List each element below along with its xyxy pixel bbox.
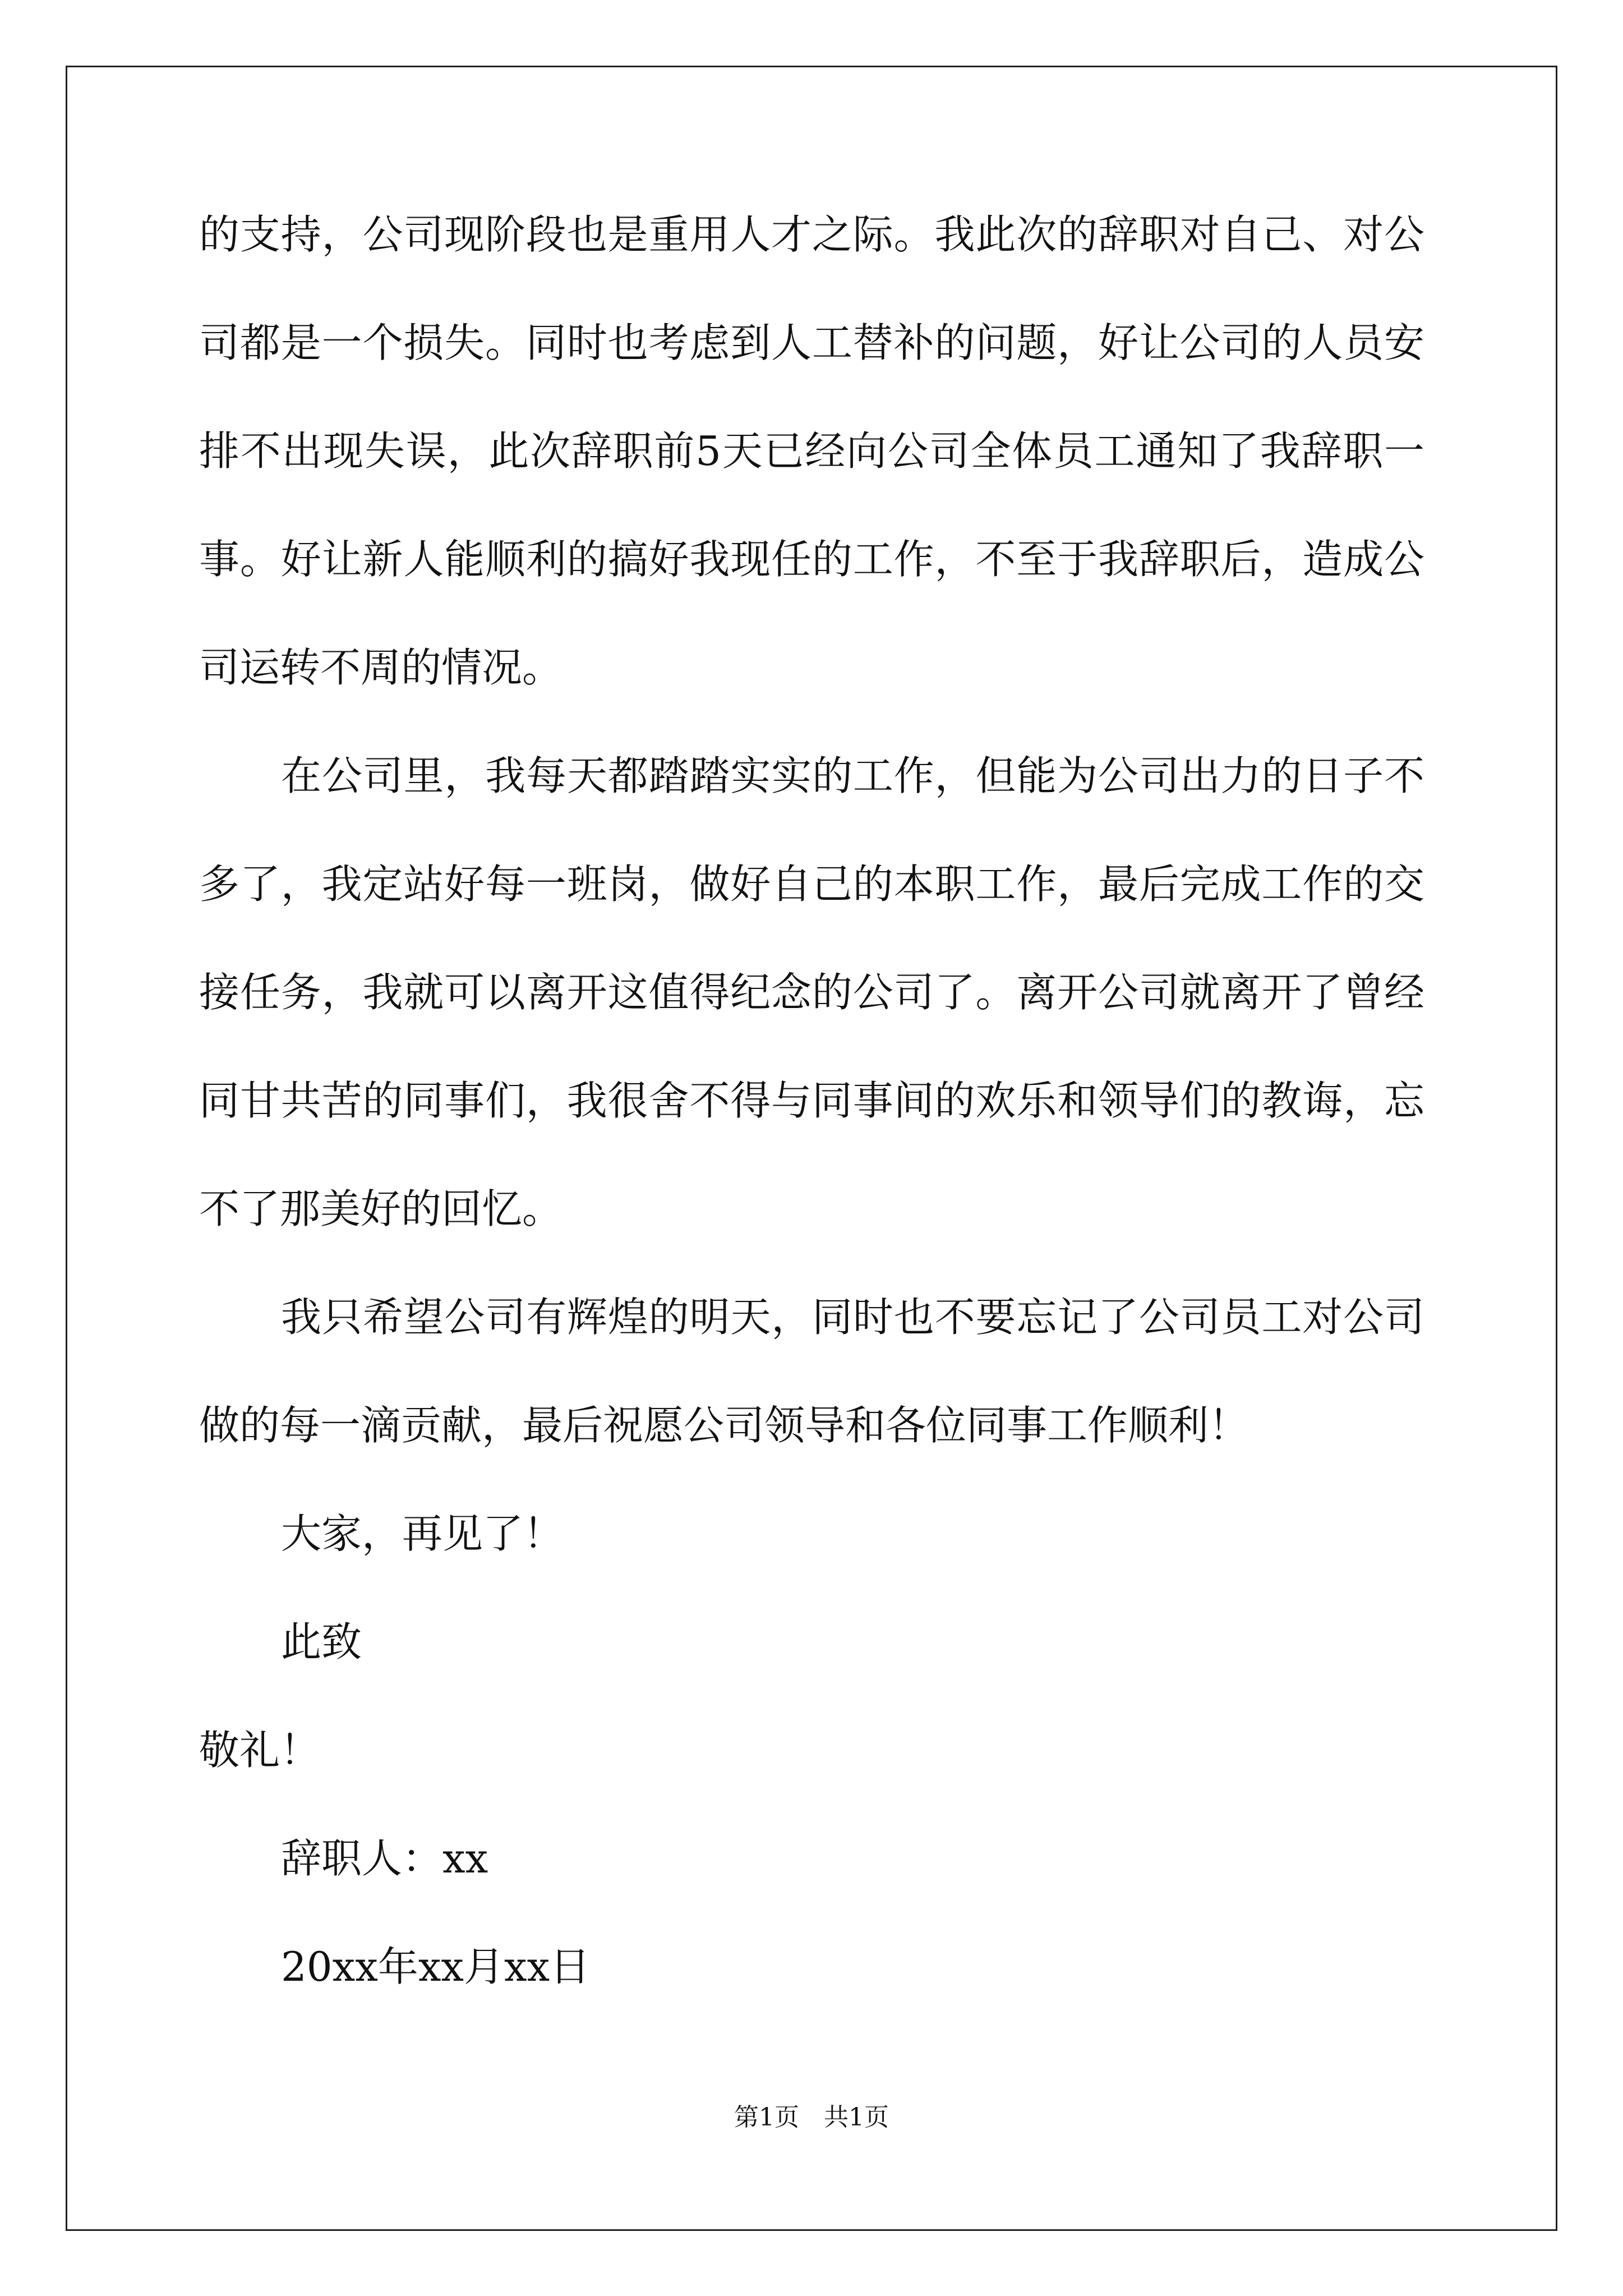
date-line: 20xx年xx月xx日 <box>281 1943 591 1990</box>
text-line: 接任务，我就可以离开这值得纪念的公司了。离开公司就离开了曾经 <box>199 969 1424 1016</box>
paragraph-start-line: 在公司里，我每天都踏踏实实的工作，但能为公司出力的日子不 <box>281 752 1424 799</box>
paragraph-start-line: 我只希望公司有辉煌的明天，同时也不要忘记了公司员工对公司 <box>281 1294 1424 1341</box>
text-line: 排不出现失误，此次辞职前5天已经向公司全体员工通知了我辞职一 <box>199 427 1424 475</box>
page-border <box>66 66 1557 2231</box>
farewell-line: 大家，再见了！ <box>281 1510 564 1557</box>
closing-respect: 敬礼！ <box>199 1727 321 1774</box>
text-line: 司运转不周的情况。 <box>199 644 563 691</box>
text-line: 事。好让新人能顺利的搞好我现任的工作，不至于我辞职后，造成公 <box>199 536 1424 583</box>
text-line: 做的每一滴贡献，最后祝愿公司领导和各位同事工作顺利！ <box>199 1402 1249 1449</box>
page-footer: 第1页 共1页 <box>734 2103 889 2132</box>
text-line: 不了那美好的回忆。 <box>199 1185 563 1232</box>
text-line: 司都是一个损失。同时也考虑到人工替补的问题，好让公司的人员安 <box>199 319 1424 366</box>
text-line: 多了，我定站好每一班岗，做好自己的本职工作，最后完成工作的交 <box>199 861 1424 908</box>
text-line: 的支持，公司现阶段也是重用人才之际。我此次的辞职对自己、对公 <box>199 211 1424 258</box>
closing-salutation: 此致 <box>281 1618 362 1665</box>
signature-line: 辞职人：xx <box>281 1835 488 1882</box>
text-line: 同甘共苦的同事们，我很舍不得与同事间的欢乐和领导们的教诲，忘 <box>199 1077 1424 1124</box>
